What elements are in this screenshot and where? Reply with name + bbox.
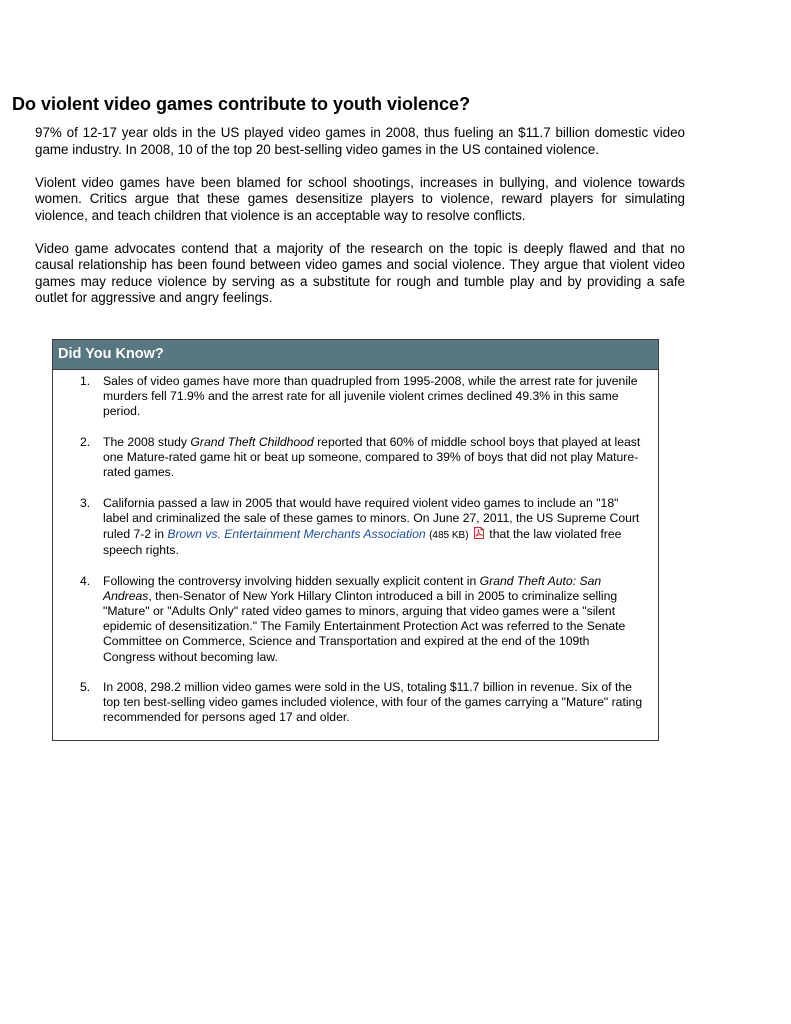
list-item-text: Following the controversy involving hidden sexually explicit content in xyxy=(103,573,480,588)
intro-paragraph: Violent video games have been blamed for school shootings, increases in bullying, and violence towards women. Critics argue that these games desensitize players to violence, reward players for simulating violence, and teach children that violence is an acceptable way to resolve conflicts. xyxy=(35,174,685,223)
list-item-number: 2. xyxy=(80,434,91,449)
list-item xyxy=(53,374,644,420)
intro-paragraph: Video game advocates contend that a majority of the research on the topic is deeply flawed and that no causal relationship has been found between video games and social violence. They argue that violent video games may reduce violence by serving as a substitute for rough and tumble play and by providing a safe outlet for aggressive and angry feelings. xyxy=(35,240,685,305)
brown-vs-ema-link[interactable]: Brown vs. Entertainment Merchants Association xyxy=(167,527,426,541)
file-size-label: (485 KB) xyxy=(429,530,469,541)
list-item-number: 5. xyxy=(80,680,91,694)
did-you-know-header: Did You Know? xyxy=(53,340,658,370)
intro-paragraph: 97% of 12-17 year olds in the US played video games in 2008, thus fueling an $11.7 billion domestic video game industry. In 2008, 10 of the top 20 best-selling video games in the US contained violence. xyxy=(35,125,685,157)
list-item-text: California passed a law in 2005 that would have required violent video games to include an "18" label and criminalized the sale of these games to minors. On June 27, 2011, the US Supreme Court ruled 7-2 in xyxy=(103,495,640,541)
list-item-number: 4. xyxy=(80,573,91,588)
list-item-text: Sales of video games have more than quadrupled from 1995-2008, while the arrest rate for juvenile murders fell 71.9% and the arrest rate for all juvenile violent crimes declined 49.3% in this same period. xyxy=(103,374,638,419)
list-item-text: that the law violated free speech rights. xyxy=(103,527,622,558)
pdf-file-icon-graphic xyxy=(474,527,484,539)
list-item xyxy=(53,496,644,559)
list-item xyxy=(53,680,644,726)
did-you-know-list xyxy=(53,370,658,726)
list-item-text: The 2008 study xyxy=(103,434,191,449)
list-item xyxy=(53,435,644,481)
list-item-number: 3. xyxy=(80,495,91,510)
did-you-know-box xyxy=(52,339,659,741)
study-title: Grand Theft Childhood xyxy=(190,434,314,449)
list-item-text: reported that 60% of middle school boys that played at least one Mature-rated game hit or beat up someone, compared to 39% of boys that did not play Mature-rated games. xyxy=(103,434,641,480)
pdf-file-icon[interactable] xyxy=(474,527,484,539)
list-item-text: , then-Senator of New York Hillary Clinton introduced a bill in 2005 to criminalize selling "Mature" or "Adults Only" rated video games to minors, arguing that video games were a "silent epidemic of desensitization." The Family Entertainment Protection Act was referred to the Senate Committee on Commerce, Science and Transportation and expired at the end of the 109th Congress without becoming law. xyxy=(103,588,626,664)
list-item-text: In 2008, 298.2 million video games were sold in the US, totaling $11.7 billion in revenue. Six of the top ten best-selling video games included violence, with four of the games carrying a "Mature" rating recommended for persons aged 17 and older. xyxy=(103,680,643,725)
game-title: Grand Theft Auto: San Andreas xyxy=(103,573,602,603)
intro-section xyxy=(35,125,685,323)
list-item xyxy=(53,574,644,665)
page-title: Do violent video games contribute to youth violence? xyxy=(12,94,471,114)
list-item-number: 1. xyxy=(80,374,91,388)
